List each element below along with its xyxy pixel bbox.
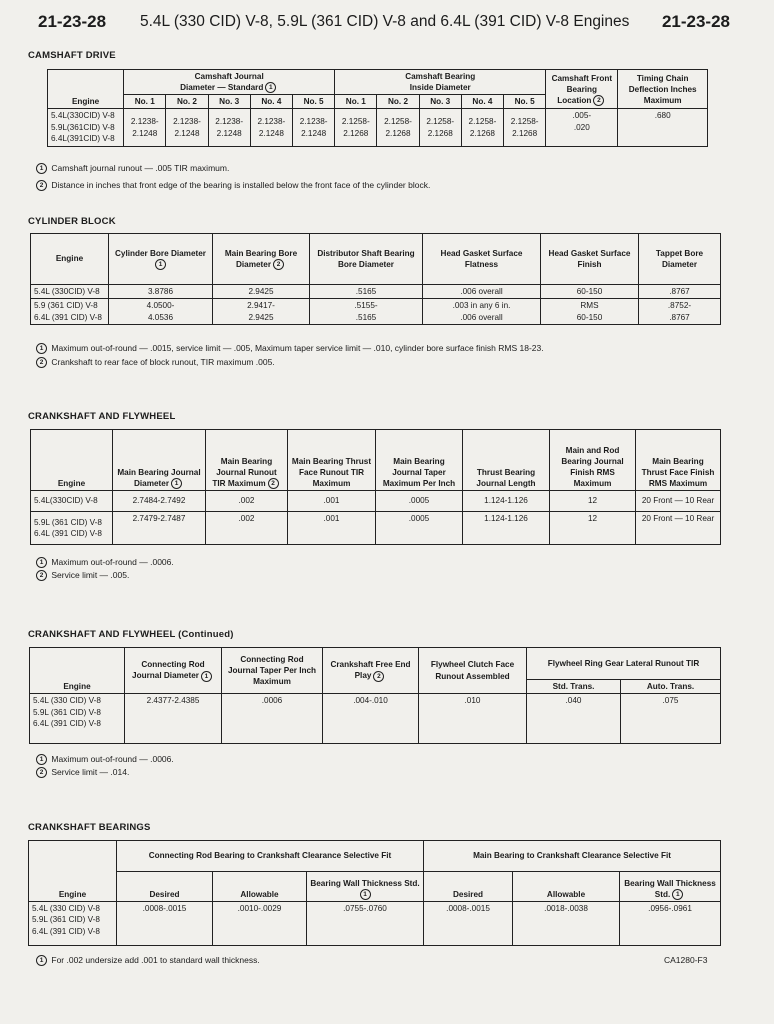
value-cell: .0005 (376, 491, 463, 512)
value-cell: 2.1258- 2.1268 (335, 109, 377, 146)
header-engine: Engine (31, 234, 109, 285)
header-cell: Cylinder Bore Diameter1 (109, 234, 213, 285)
subheader: No. 1 (335, 95, 377, 109)
value-cell: .5155- .5165 (310, 299, 423, 325)
subheader: No. 3 (419, 95, 461, 109)
table-row (48, 109, 708, 146)
footnote: 2 Service limit — .005. (34, 570, 129, 581)
crankshaft-flywheel-table (30, 429, 721, 545)
header-engine: Engine (30, 648, 125, 694)
subheader: Auto. Trans. (621, 680, 721, 694)
header-cell: Main Bearing Bore Diameter 2 (213, 234, 310, 285)
page-header (38, 10, 730, 38)
footnote-1-icon: 1 (265, 82, 276, 93)
footnote-2-icon: 2 (36, 767, 47, 778)
crankshaft-flywheel-continued-table (29, 647, 721, 744)
footnote-1-icon: 1 (360, 889, 371, 900)
footnote: 2 Service limit — .014. (34, 767, 129, 778)
footnote-1-icon: 1 (36, 955, 47, 966)
footnote-1-icon: 1 (155, 259, 166, 270)
value-cell: 2.1258- 2.1268 (504, 109, 546, 146)
value-cell: .0005 (376, 512, 463, 545)
subheader: No. 4 (250, 95, 292, 109)
section-title-crankshaft-bearings: CRANKSHAFT BEARINGS (28, 822, 151, 833)
crankshaft-bearings-table (28, 840, 721, 946)
footnote: 1 Maximum out-of-round — .0006. (34, 557, 174, 568)
figure-code: CA1280-F3 (664, 955, 708, 965)
header-camshaft-bearing: Camshaft Bearing Inside Diameter (335, 70, 546, 95)
subheader: Allowable (213, 872, 307, 902)
value-cell: 20 Front — 10 Rear (636, 491, 721, 512)
subheader: No. 2 (377, 95, 419, 109)
header-timing-chain: Timing Chain Deflection Inches Maximum (618, 70, 708, 109)
subheader: Desired (117, 872, 213, 902)
section-title-camshaft-drive: CAMSHAFT DRIVE (28, 50, 116, 61)
value-cell: .075 (621, 694, 721, 744)
footnote-2-icon: 2 (36, 180, 47, 191)
section-title-cylinder-block: CYLINDER BLOCK (28, 216, 116, 227)
header-cell: Main Bearing to Crankshaft Clearance Selective Fit (424, 841, 721, 872)
engine-cell: 5.4L (330 CID) V-8 5.9L (361 CID) V-8 6.4L (391 CID) V-8 (29, 902, 117, 946)
footnote-2-icon: 2 (273, 259, 284, 270)
header-cell: Connecting Rod Journal Diameter 1 (125, 648, 222, 694)
footnote-1-icon: 1 (36, 163, 47, 174)
engine-cell: 5.4L(330CID) V-8 (31, 491, 113, 512)
engine-cell: 5.4L (330CID) V-8 (31, 285, 109, 299)
value-cell: 2.7479-2.7487 (113, 512, 206, 545)
subheader: No. 5 (292, 95, 334, 109)
section-title-crankshaft-flywheel-continued: CRANKSHAFT AND FLYWHEEL (Continued) (28, 629, 234, 640)
value-cell: 2.1238- 2.1248 (166, 109, 208, 146)
footnote: 1 For .002 undersize add .001 to standard wall thickness. (34, 955, 260, 966)
header-cell: Main Bearing Journal Diameter 1 (113, 430, 206, 491)
header-camshaft-journal: Camshaft Journal Diameter — Standard 1 (124, 70, 335, 95)
footnote-2-icon: 2 (593, 95, 604, 106)
engine-cell: 5.9L (361 CID) V-8 6.4L (391 CID) V-8 (31, 512, 113, 545)
value-cell: .0006 (222, 694, 323, 744)
camshaft-drive-table (47, 69, 708, 147)
subheader: No. 4 (461, 95, 503, 109)
footnote-2-icon: 2 (373, 671, 384, 682)
header-cell: Thrust Bearing Journal Length (463, 430, 550, 491)
engine-cell: 5.9 (361 CID) V-8 6.4L (391 CID) V-8 (31, 299, 109, 325)
subheader: Bearing Wall Thickness Std. 1 (620, 872, 721, 902)
value-cell: 4.0500- 4.0536 (109, 299, 213, 325)
value-cell: .004-.010 (323, 694, 419, 744)
value-cell: .0008-.0015 (117, 902, 213, 946)
header-cell: Crankshaft Free End Play 2 (323, 648, 419, 694)
value-cell: .006 overall (423, 285, 541, 299)
footnote: 2 Distance in inches that front edge of the bearing is installed below the front face of the cylinder block. (34, 180, 430, 191)
footnote-1-icon: 1 (171, 478, 182, 489)
subheader: Desired (424, 872, 513, 902)
value-cell: 1.124-1.126 (463, 512, 550, 545)
value-cell: .040 (527, 694, 621, 744)
value-cell: .002 (206, 491, 288, 512)
footnote-1-icon: 1 (36, 557, 47, 568)
value-cell: 2.1238- 2.1248 (208, 109, 250, 146)
value-cell: .0010-.0029 (213, 902, 307, 946)
subheader: No. 3 (208, 95, 250, 109)
value-cell: .001 (288, 512, 376, 545)
subheader: Bearing Wall Thickness Std.1 (307, 872, 424, 902)
table-row (31, 512, 721, 545)
table-row (31, 299, 721, 325)
value-cell: 2.4377-2.4385 (125, 694, 222, 744)
page-number-right: 21-23-28 (661, 12, 730, 31)
header-camshaft-front: Camshaft Front Bearing Location 2 (546, 70, 618, 109)
page-title: 5.4L (330 CID) V-8, 5.9L (361 CID) V-8 and 6.4L (391 CID) V-8 Engines (140, 13, 630, 30)
value-cell: 2.1258- 2.1268 (419, 109, 461, 146)
footnote-2-icon: 2 (268, 478, 279, 489)
header-engine: Engine (29, 841, 117, 902)
value-cell: 2.9417- 2.9425 (213, 299, 310, 325)
value-cell: .680 (618, 109, 708, 146)
footnote: 1 Camshaft journal runout — .005 TIR maximum. (34, 163, 229, 174)
value-cell: 2.1258- 2.1268 (461, 109, 503, 146)
engine-cell: 5.4L (330 CID) V-8 5.9L (361 CID) V-8 6.4L (391 CID) V-8 (30, 694, 125, 744)
table-row (29, 902, 721, 946)
header-engine: Engine (31, 430, 113, 491)
header-cell: Main and Rod Bearing Journal Finish RMS Maximum (550, 430, 636, 491)
value-cell: 2.1258- 2.1268 (377, 109, 419, 146)
header-cell: Main Bearing Journal Runout TIR Maximum 2 (206, 430, 288, 491)
table-row (30, 694, 721, 744)
engine-cell: 5.4L(330CID) V-8 5.9L(361CID) V-8 6.4L(391CID) V-8 (48, 109, 124, 146)
value-cell: 12 (550, 512, 636, 545)
page-number-left: 21-23-28 (38, 12, 107, 31)
value-cell: .0755-.0760 (307, 902, 424, 946)
subheader: No. 2 (166, 95, 208, 109)
section-title-crankshaft-flywheel: CRANKSHAFT AND FLYWHEEL (28, 411, 176, 422)
subheader: No. 5 (504, 95, 546, 109)
header-cell: Distributor Shaft Bearing Bore Diameter (310, 234, 423, 285)
footnote: 1 Maximum out-of-round — .0006. (34, 754, 174, 765)
value-cell: 2.9425 (213, 285, 310, 299)
value-cell: 12 (550, 491, 636, 512)
value-cell: 60-150 (541, 285, 639, 299)
value-cell: RMS 60-150 (541, 299, 639, 325)
value-cell: .001 (288, 491, 376, 512)
table-row (31, 285, 721, 299)
header-cell: Head Gasket Surface Finish (541, 234, 639, 285)
value-cell: .5165 (310, 285, 423, 299)
value-cell: 20 Front — 10 Rear (636, 512, 721, 545)
value-cell: 1.124-1.126 (463, 491, 550, 512)
value-cell: .8752- .8767 (639, 299, 721, 325)
header-cell: Main Bearing Thrust Face Runout TIR Maximum (288, 430, 376, 491)
value-cell: .002 (206, 512, 288, 545)
value-cell: .8767 (639, 285, 721, 299)
value-cell: .0008-.0015 (424, 902, 513, 946)
footnote-2-icon: 2 (36, 357, 47, 368)
header-cell: Main Bearing Journal Taper Maximum Per Inch (376, 430, 463, 491)
footnote-1-icon: 1 (36, 754, 47, 765)
value-cell: .010 (419, 694, 527, 744)
subheader: No. 1 (124, 95, 166, 109)
footnote: 1 Maximum out-of-round — .0015, service limit — .005, Maximum taper service limit — .010, cylinder bore surface finish RMS 18-23. (34, 343, 544, 354)
footnote-1-icon: 1 (36, 343, 47, 354)
header-cell: Head Gasket Surface Flatness (423, 234, 541, 285)
value-cell: .0956-.0961 (620, 902, 721, 946)
value-cell: .003 in any 6 in. .006 overall (423, 299, 541, 325)
subheader: Allowable (513, 872, 620, 902)
header-cell: Connecting Rod Bearing to Crankshaft Clearance Selective Fit (117, 841, 424, 872)
header-cell: Connecting Rod Journal Taper Per Inch Maximum (222, 648, 323, 694)
footnote-1-icon: 1 (672, 889, 683, 900)
value-cell: .005- .020 (546, 109, 618, 146)
footnote: 2 Crankshaft to rear face of block runout, TIR maximum .005. (34, 357, 275, 368)
header-cell: Tappet Bore Diameter (639, 234, 721, 285)
header-engine: Engine (48, 70, 124, 109)
value-cell: 2.1238- 2.1248 (124, 109, 166, 146)
header-cell: Flywheel Ring Gear Lateral Runout TIR (527, 648, 721, 680)
table-row (31, 491, 721, 512)
value-cell: 2.1238- 2.1248 (250, 109, 292, 146)
header-cell: Main Bearing Thrust Face Finish RMS Maximum (636, 430, 721, 491)
value-cell: .0018-.0038 (513, 902, 620, 946)
header-cell: Flywheel Clutch Face Runout Assembled (419, 648, 527, 694)
subheader: Std. Trans. (527, 680, 621, 694)
value-cell: 3.8786 (109, 285, 213, 299)
value-cell: 2.1238- 2.1248 (292, 109, 334, 146)
value-cell: 2.7484-2.7492 (113, 491, 206, 512)
footnote-2-icon: 2 (36, 570, 47, 581)
footnote-1-icon: 1 (201, 671, 212, 682)
cylinder-block-table (30, 233, 721, 325)
